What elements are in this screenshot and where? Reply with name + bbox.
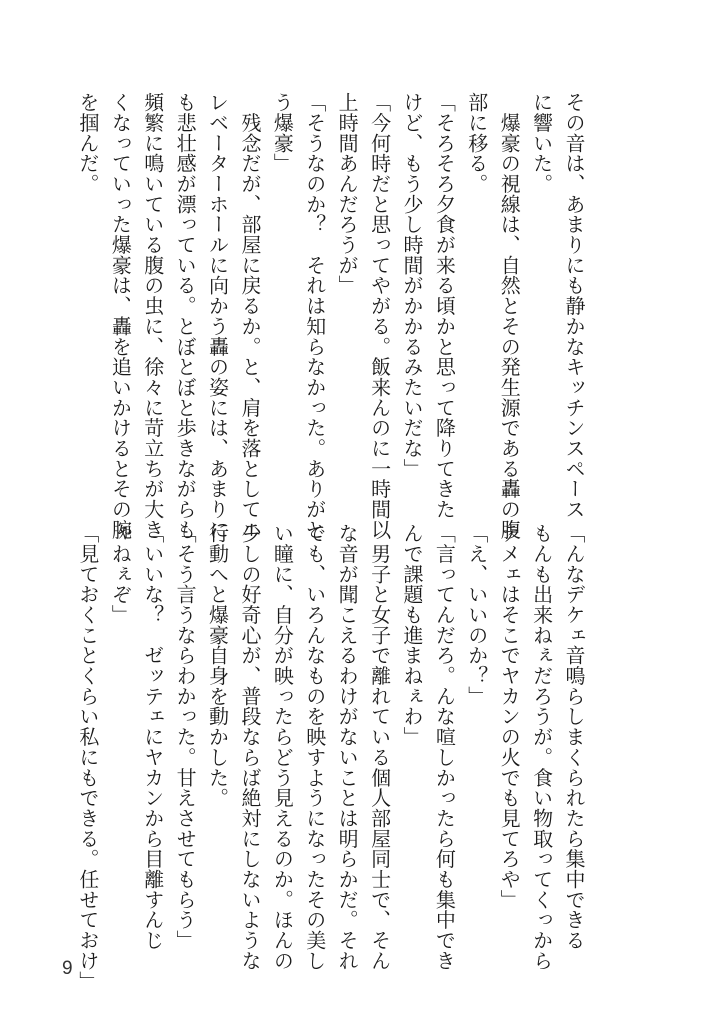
text-column: 「言ってんだろ。んな喧しかったら何も集中でき <box>432 523 457 971</box>
text-column: 部に移る。 <box>464 92 489 194</box>
text-column: も悲壮感が漂っている。とぼとぼと歩きながらも <box>173 92 198 540</box>
text-column: でも、いろんなものを映すようになったその美し <box>302 523 327 971</box>
text-block-bottom <box>75 523 590 992</box>
text-column: を掴んだ。 <box>75 92 100 194</box>
text-column: う爆豪」 <box>270 92 295 174</box>
text-column: 上時間あんだろうが」 <box>335 92 360 296</box>
text-column: 少しの好奇心が、普段ならば絶対にしないような <box>237 523 262 971</box>
text-column: 「そう言うならわかった。甘えさせてもらう」 <box>173 523 198 951</box>
text-column: くなっていった爆豪は、轟を追いかけるとその腕 <box>108 92 133 540</box>
text-column: 「そうなのか？ それは知らなかった。ありがと <box>302 92 327 540</box>
text-column: 行動へと爆豪自身を動かした。 <box>205 523 230 808</box>
text-column: んで課題も進まねぇわ」 <box>399 523 424 747</box>
text-column: 爆豪の視線は、自然とその発生源である轟の腹 <box>497 92 522 540</box>
text-column: 「いいな？ ゼッテェにヤカンから目離すんじ <box>140 523 165 951</box>
text-column: もんも出来ねぇだろうが。食い物取ってくっから <box>529 523 554 971</box>
text-column: に響いた。 <box>529 92 554 194</box>
text-column: 頻繁に鳴いている腹の虫に、徐々に苛立ちが大き <box>140 92 165 540</box>
text-column: 「え、いいのか？」 <box>464 523 489 707</box>
text-column: 「んなデケェ音鳴らしまくられたら集中できる <box>562 523 586 951</box>
text-column: レベーターホールに向かう轟の姿には、あまりに <box>205 92 230 540</box>
text-column: 「今何時だと思ってやがる。飯来んのに一時間以 <box>367 92 392 540</box>
text-column: 男子と女子で離れている個人部屋同士で、そん <box>367 523 392 971</box>
page-number: 9 <box>62 958 73 979</box>
text-column: 残念だが、部屋に戻るか。と、肩を落としてエ <box>237 92 262 540</box>
text-column: 「そろそろ夕食が来る頃かと思って降りてきた <box>432 92 457 520</box>
text-column: テメェはそこでヤカンの火でも見てろや」 <box>497 523 522 910</box>
text-column: ゃねぇぞ」 <box>108 523 133 625</box>
text-column: けど、もう少し時間がかかるみたいだな」 <box>399 92 424 479</box>
text-column: な音が聞こえるわけがないことは明らかだ。それ <box>335 523 360 971</box>
text-column: い瞳に、自分が映ったらどう見えるのか。ほんの <box>270 523 295 971</box>
text-column: その音は、あまりにも静かなキッチンスペース <box>562 92 586 520</box>
text-block-top <box>75 92 590 540</box>
text-column: 「見ておくことくらい私にもできる。任せておけ」 <box>75 523 100 992</box>
